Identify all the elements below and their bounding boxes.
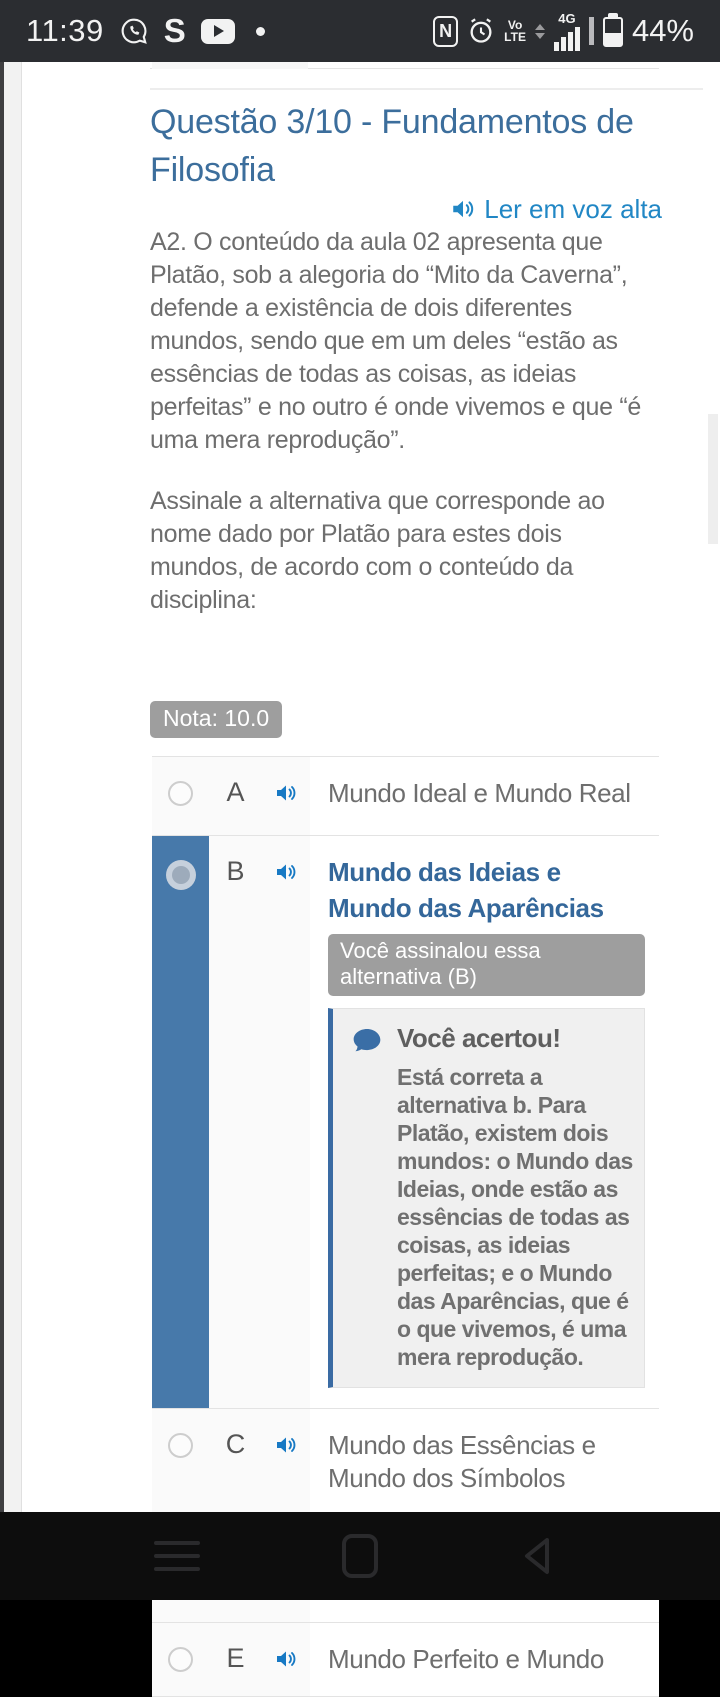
whatsapp-icon xyxy=(119,16,149,46)
page-title: Questão 3/10 - Fundamentos de Filosofia xyxy=(150,103,634,189)
speaker-icon[interactable] xyxy=(262,1409,310,1515)
speaker-icon[interactable] xyxy=(262,836,310,1408)
nfc-icon: N xyxy=(433,16,458,47)
option-row-a[interactable] xyxy=(152,757,659,836)
radio-option-c[interactable] xyxy=(168,1433,193,1458)
scrollbar-thumb[interactable] xyxy=(708,414,718,544)
back-icon xyxy=(520,1535,554,1577)
status-bar xyxy=(0,0,720,62)
clock-time: 11:39 xyxy=(26,13,104,48)
volte-indicator: Vo LTE xyxy=(504,18,526,44)
question-text: A2. O conteúdo da aula 02 apresenta que Platão, sob a alegoria do “Mito da Caverna”, defende a existência de dois diferentes mundos, sendo que em um deles “estão as essências de todas as coisas, as ideias perfeitas” e no outro é onde vivemos e que “é uma mera reprodução”. xyxy=(150,228,641,454)
option-letter: E xyxy=(209,1623,262,1696)
option-text: Mundo das Essências e Mundo dos Símbolos xyxy=(310,1409,659,1515)
option-text: Mundo Perfeito e Mundo xyxy=(310,1623,659,1696)
option-text: Mundo das Ideias e Mundo das Aparências xyxy=(328,857,604,923)
feedback-title: Você acertou! xyxy=(397,1023,561,1053)
chat-bubble-icon xyxy=(349,1025,385,1057)
data-activity-icon xyxy=(535,24,545,39)
section-divider xyxy=(150,88,703,90)
home-icon xyxy=(342,1534,378,1578)
option-letter: B xyxy=(209,836,262,1408)
battery-percent: 44% xyxy=(631,13,694,48)
sim2-signal-icon xyxy=(589,17,594,45)
radio-option-b-selected[interactable] xyxy=(166,860,196,890)
option-row-c[interactable] xyxy=(152,1409,659,1516)
option-row-e[interactable] xyxy=(152,1623,659,1697)
feedback-text: Está correta a alternativa b. Para Platão, existem dois mundos: o Mundo das Ideias, onde estão as essências de todas as coisas, as ideias perfeitas; e o Mundo das Aparências, que é o que vivemos, é uma mera reprodução. xyxy=(397,1064,633,1370)
option-letter: A xyxy=(209,757,262,835)
selected-answer-badge: Você assinalou essa alternativa (B) xyxy=(328,934,645,996)
question-instruction: Assinale a alternativa que corresponde ao nome dado por Platão para estes dois mundos, de acordo com o conteúdo da disciplina: xyxy=(150,487,605,614)
s-app-icon: S xyxy=(163,12,186,49)
radio-option-a[interactable] xyxy=(168,781,193,806)
option-text: Mundo Ideal e Mundo Real xyxy=(310,757,659,835)
android-nav-bar xyxy=(0,1512,720,1600)
page-left-gutter xyxy=(4,62,22,1512)
youtube-icon xyxy=(201,19,235,44)
home-button[interactable] xyxy=(315,1512,405,1600)
notification-dot-icon xyxy=(256,27,265,36)
option-letter: C xyxy=(209,1409,262,1515)
speaker-icon[interactable] xyxy=(262,1623,310,1696)
battery-icon xyxy=(603,13,623,49)
quiz-page xyxy=(0,62,720,1674)
back-button[interactable] xyxy=(492,1512,582,1600)
read-aloud-label: Ler em voz alta xyxy=(484,193,662,224)
grade-badge: Nota: 10.0 xyxy=(150,701,282,738)
option-row-b-selected[interactable] xyxy=(152,836,659,1409)
previous-table-remnant xyxy=(150,62,659,69)
network-type-label: 4G xyxy=(558,10,576,26)
feedback-box xyxy=(328,1008,645,1388)
signal-bars-icon xyxy=(554,12,580,51)
menu-icon xyxy=(154,1541,200,1571)
speaker-icon xyxy=(450,196,476,222)
radio-option-e[interactable] xyxy=(168,1647,193,1672)
read-aloud-button[interactable] xyxy=(150,193,662,224)
alarm-icon xyxy=(467,17,495,45)
speaker-icon[interactable] xyxy=(262,757,310,835)
question-content xyxy=(150,62,662,1697)
recents-button[interactable] xyxy=(132,1512,222,1600)
